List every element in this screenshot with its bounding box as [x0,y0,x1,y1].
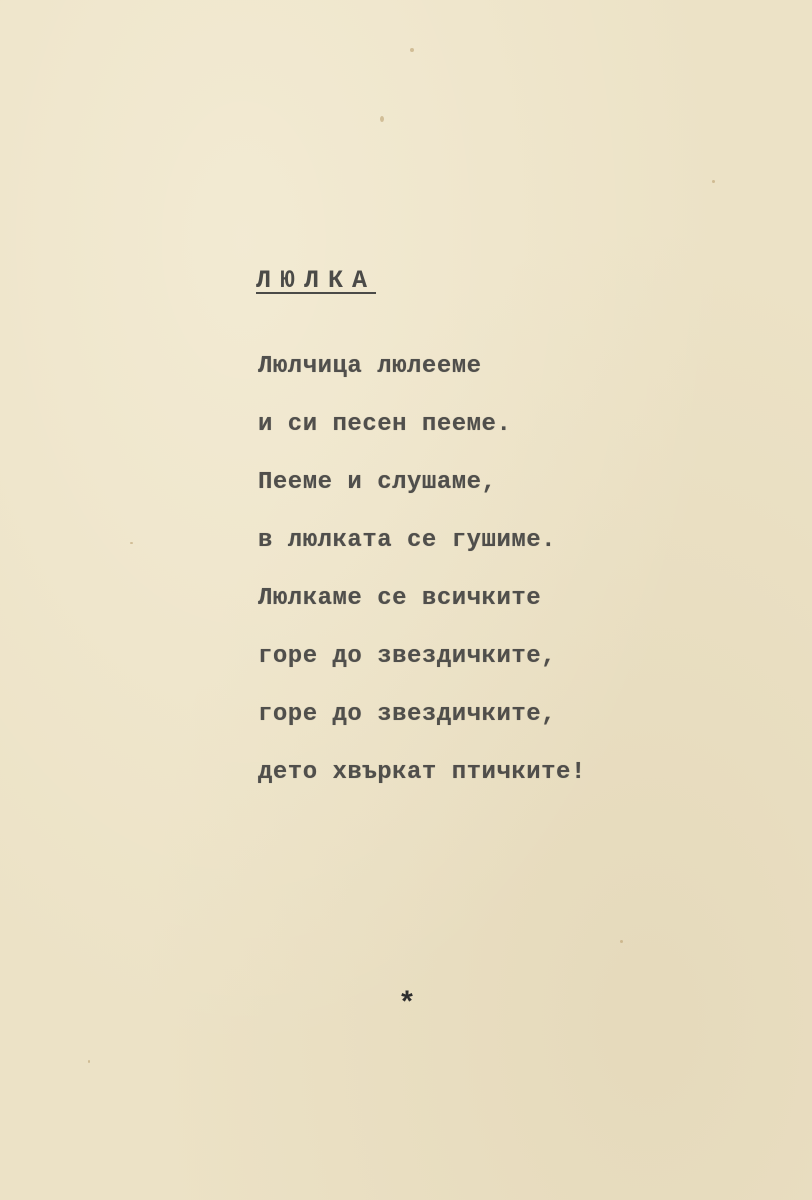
paper-speck [88,1060,90,1063]
paper-speck [130,542,133,544]
poem-title: ЛЮЛКА [256,266,377,295]
poem-line: горе до звездичките, [258,643,557,670]
section-separator: * [398,988,417,1022]
poem-line: Люлчица люлееме [258,353,482,380]
poem-line: Люлкаме се всичките [258,585,542,612]
paper-speck [380,116,384,122]
poem-line: дето хвъркат птичките! [258,759,586,786]
poem-line: горе до звездичките, [258,701,557,728]
poem-line: в люлката се гушиме. [258,527,557,554]
paper-speck [712,180,715,183]
paper-speck [410,48,414,52]
poem-line: и си песен пееме. [258,411,512,438]
paper-speck [620,940,623,943]
poem-line: Пееме и слушаме, [258,469,497,496]
poem-body [258,350,586,814]
